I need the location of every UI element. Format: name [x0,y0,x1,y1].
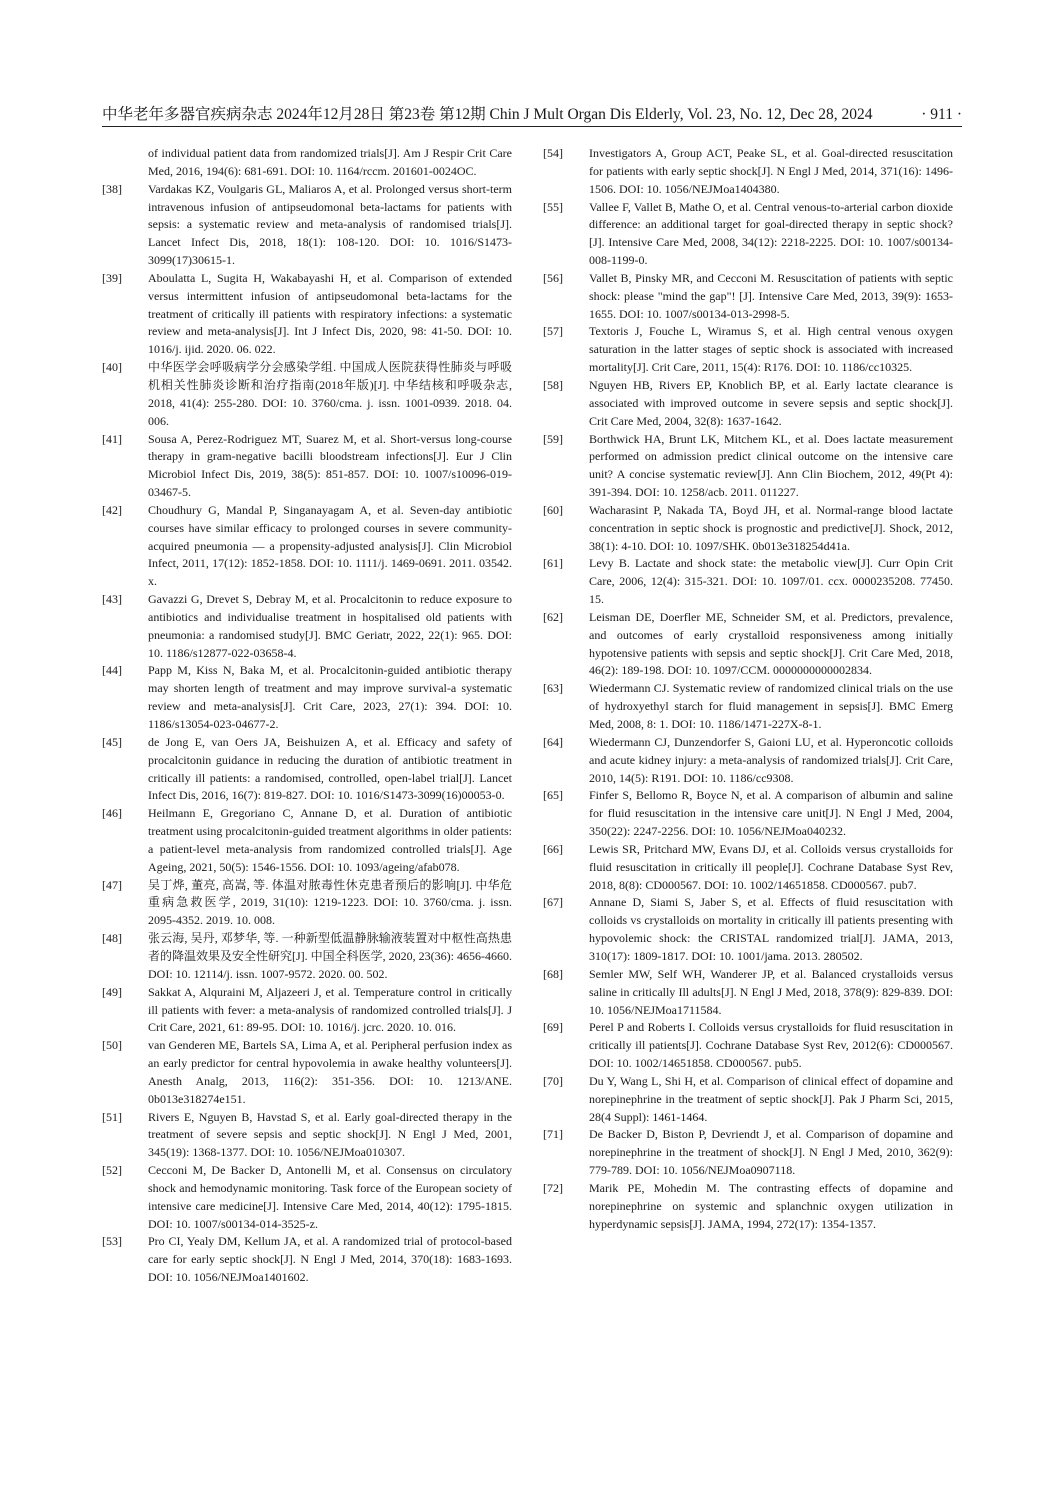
reference-number: [57] [543,324,563,339]
reference-number: [39] [102,270,122,285]
reference-text: Wiedermann CJ. Systematic review of randomized clinical trials on the use of hydroxyethyl starch for fluid management in sepsis[J]. BMC Emerg Med, 2008, 8: 1. DOI: 10. 1186/1471-227X-8-1. [589,681,953,731]
journal-header: 中华老年多器官疾病杂志 2024年12月28日 第23卷 第12期 Chin J Mult Organ Dis Elderly, Vol. 23, No. 12, Dec 28, 2024 [102,106,873,123]
reference-number: [43] [102,592,122,607]
reference-entry [543,787,953,841]
reference-entry [543,270,953,324]
reference-text: of individual patient data from randomized trials[J]. Am J Respir Crit Care Med, 2016, 194(6): 681-691. DOI: 10. 1164/rccm. 201601-0024OC. [148,146,512,178]
reference-text: Du Y, Wang L, Shi H, et al. Comparison of clinical effect of dopamine and norepinephrine in the treatment of septic shock[J]. Pak J Pharm Sci, 2015, 28(4 Suppl): 1461-1464. [589,1073,953,1124]
reference-entry [102,662,512,733]
reference-number: [42] [102,502,122,517]
reference-number: [51] [102,1109,122,1124]
reference-text: 吴丁烨, 董亮, 高嵩, 等. 体温对脓毒性休克患者预后的影响[J]. 中华危重病急救医学, 2019, 31(10): 1219-1223. DOI: 10. 3760/cma. j. issn. 2095-4352. 2019. 10. 008. [148,877,512,928]
reference-entry [102,181,512,270]
reference-text: Textoris J, Fouche L, Wiramus S, et al. High central venous oxygen saturation in the latter stages of septic shock is associated with increased mortality[J]. Crit Care, 2011, 15(4): R176. DOI: 10. 1186/cc10325. [589,324,953,375]
reference-entry [543,841,953,895]
reference-entry [543,431,953,502]
reference-entry [102,1233,512,1287]
reference-number: [40] [102,360,122,375]
reference-number: [67] [543,895,563,910]
header-rule [102,126,962,127]
reference-text: Vardakas KZ, Voulgaris GL, Maliaros A, et al. Prolonged versus short-term intravenous infusion of antipseudomonal beta-lactams for patients with sepsis: a systematic review and meta-analysis of randomised trials[J]. Lancet Infect Dis, 2018, 18(1): 108-120. DOI: 10. 1016/S1473-3099(17)30615-1. [148,181,512,268]
page-number: · 911 · [921,106,962,123]
reference-text: 张云海, 吴丹, 邓梦华, 等. 一种新型低温静脉输液装置对中枢性高热患者的降温效果及安全性研究[J]. 中国全科医学, 2020, 23(36): 4656-4660. DOI: 10. 12114/j. issn. 1007-9572. 2020. 00. 502. [148,931,512,981]
reference-text: Investigators A, Group ACT, Peake SL, et al. Goal-directed resuscitation for patients with early septic shock[J]. N Engl J Med, 2014, 371(16): 1496-1506. DOI: 10. 1056/NEJMoa1404380. [589,146,953,196]
reference-text: Aboulatta L, Sugita H, Wakabayashi H, et al. Comparison of extended versus intermittent infusion of antipseudomonal beta-lactams for the treatment of critically ill patients with respiratory infections: a systematic review and meta-analysis[J]. Int J Infect Dis, 2020, 98: 41-50. DOI: 10. 1016/j. ijid. 2020. 06. 022. [148,270,512,357]
reference-text: Sousa A, Perez-Rodriguez MT, Suarez M, et al. Short-versus long-course therapy in gram-negative bacilli bloodstream infections[J]. Eur J Clin Microbiol Infect Dis, 2019, 38(5): 851-857. DOI: 10. 1007/s10096-019-03467-5. [148,431,512,500]
reference-text: Heilmann E, Gregoriano C, Annane D, et al. Duration of antibiotic treatment using procalcitonin-guided treatment algorithms in older patients: a patient-level meta-analysis from randomized controlled trials[J]. Age Ageing, 2021, 50(5): 1546-1556. DOI: 10. 1093/ageing/afab078. [148,806,512,874]
reference-entry [102,145,512,181]
reference-entry [102,984,512,1038]
reference-number: [63] [543,681,563,696]
reference-number: [41] [102,431,122,446]
reference-text: van Genderen ME, Bartels SA, Lima A, et al. Peripheral perfusion index as an early predictor for central hypovolemia in awake healthy volunteers[J]. Anesth Analg, 2013, 116(2): 351-356. DOI: 10. 1213/ANE. 0b013e318274e151. [148,1038,512,1106]
reference-number: [52] [102,1163,122,1178]
reference-text: Vallee F, Vallet B, Mathe O, et al. Central venous-to-arterial carbon dioxide difference: an additional target for goal-directed therapy in septic shock? [J]. Intensive Care Med, 2008, 34(12): 2218-2225. DOI: 10. 1007/s00134-008-1199-0. [589,199,953,268]
reference-text: Choudhury G, Mandal P, Singanayagam A, et al. Seven-day antibiotic courses have similar efficacy to prolonged courses in severe community-acquired pneumonia — a propensity-adjusted analysis[J]. Clin Microbiol Infect, 2011, 17(12): 1852-1858. DOI: 10. 1111/j. 1469-0691. 2011. 03542. x. [148,502,512,589]
reference-number: [66] [543,841,563,856]
reference-number: [50] [102,1038,122,1053]
reference-entry [102,1109,512,1163]
reference-entry [102,1162,512,1233]
reference-number: [55] [543,199,563,214]
reference-number: [71] [543,1127,563,1142]
reference-entry [543,323,953,377]
reference-text: Wiedermann CJ, Dunzendorfer S, Gaioni LU, et al. Hyperoncotic colloids and acute kidney injury: a meta-analysis of randomized trials[J]. Crit Care, 2010, 14(5): R191. DOI: 10. 1186/cc9308. [589,734,953,785]
reference-text: Borthwick HA, Brunt LK, Mitchem KL, et al. Does lactate measurement performed on admission predict clinical outcome on the intensive care unit? A concise systematic review[J]. Ann Clin Biochem, 2012, 49(Pt 4): 391-394. DOI: 10. 1258/acb. 2011. 011227. [589,431,953,500]
reference-entry [102,502,512,591]
reference-text: Rivers E, Nguyen B, Havstad S, et al. Early goal-directed therapy in the treatment of severe sepsis and septic shock[J]. N Engl J Med, 2001, 345(19): 1368-1377. DOI: 10. 1056/NEJMoa010307. [148,1109,512,1160]
reference-number: [64] [543,734,563,749]
reference-entry [543,377,953,431]
reference-number: [59] [543,431,563,446]
reference-number: [54] [543,146,563,160]
reference-entry [543,145,953,199]
reference-number: [69] [543,1020,563,1035]
reference-text: Annane D, Siami S, Jaber S, et al. Effects of fluid resuscitation with colloids vs crystalloids on mortality in critically ill patients presenting with hypovolemic shock: the CRISTAL randomized trial[J]. JAMA, 2013, 310(17): 1809-1817. DOI: 10. 1001/jama. 2013. 280502. [589,895,953,963]
reference-entry [102,805,512,876]
reference-text: Pro CI, Yealy DM, Kellum JA, et al. A randomized trial of protocol-based care for early septic shock[J]. N Engl J Med, 2014, 370(18): 1683-1693. DOI: 10. 1056/NEJMoa1401602. [148,1234,512,1285]
reference-number: [38] [102,181,122,196]
reference-text: Cecconi M, De Backer D, Antonelli M, et al. Consensus on circulatory shock and hemodynamic monitoring. Task force of the European society of intensive care medicine[J]. Intensive Care Med, 2014, 40(12): 1795-1815. DOI: 10. 1007/s00134-014-3525-z. [148,1163,512,1231]
reference-number: [65] [543,788,563,803]
reference-entry [543,680,953,734]
reference-number: [47] [102,877,122,892]
reference-number: [44] [102,663,122,678]
reference-entry [543,609,953,680]
reference-text: Lewis SR, Pritchard MW, Evans DJ, et al. Colloids versus crystalloids for fluid resuscitation in critically ill people[J]. Cochrane Database Syst Rev, 2018, 8(8): CD000567. DOI: 10. 1002/14651858. CD000567. pub7. [589,841,953,892]
reference-number: [49] [102,984,122,999]
left-column [102,145,512,1287]
reference-number: [58] [543,377,563,392]
reference-number: [70] [543,1073,563,1088]
reference-text: Leisman DE, Doerfler ME, Schneider SM, et al. Predictors, prevalence, and outcomes of early crystalloid responsiveness among initially hypotensive patients with sepsis and septic shock[J]. Crit Care Med, 2018, 46(2): 189-198. DOI: 10. 1097/CCM. 0000000000002834. [589,609,953,678]
reference-number: [48] [102,931,122,946]
reference-number: [61] [543,556,563,571]
reference-number: [68] [543,966,563,981]
reference-text: Levy B. Lactate and shock state: the metabolic view[J]. Curr Opin Crit Care, 2006, 12(4): 315-321. DOI: 10. 1097/01. ccx. 0000235208. 77450. 15. [589,556,953,607]
reference-entry [102,930,512,984]
reference-number: [60] [543,502,563,517]
reference-entry [102,270,512,359]
reference-entry [543,555,953,609]
reference-number: [56] [543,270,563,285]
reference-number: [46] [102,806,122,821]
reference-text: Perel P and Roberts I. Colloids versus crystalloids for fluid resuscitation in critically ill patients[J]. Cochrane Database Syst Rev, 2012(6): CD000567. DOI: 10. 1002/14651858. CD000567. pub5. [589,1020,953,1071]
reference-entry [543,502,953,556]
reference-entry [543,966,953,1020]
reference-text: Nguyen HB, Rivers EP, Knoblich BP, et al. Early lactate clearance is associated with improved outcome in severe sepsis and septic shock[J]. Crit Care Med, 2004, 32(8): 1637-1642. [589,377,953,428]
reference-text: Gavazzi G, Drevet S, Debray M, et al. Procalcitonin to reduce exposure to antibiotics and individualise treatment in hospitalised old patients with pneumonia: a randomised study[J]. BMC Geriatr, 2022, 22(1): 965. DOI: 10. 1186/s12877-022-03658-4. [148,592,512,660]
reference-entry [102,359,512,430]
reference-text: Marik PE, Mohedin M. The contrasting effects of dopamine and norepinephrine on systemic and splanchnic oxygen utilization in hyperdynamic sepsis[J]. JAMA, 1994, 272(17): 1354-1357. [589,1180,953,1231]
running-header [102,96,962,124]
reference-entry [543,199,953,270]
reference-number: [62] [543,609,563,624]
reference-entry [543,1126,953,1180]
reference-text: 中华医学会呼吸病学分会感染学组. 中国成人医院获得性肺炎与呼吸机相关性肺炎诊断和治疗指南(2018年版)[J]. 中华结核和呼吸杂志, 2018, 41(4): 255-280. DOI: 10. 3760/cma. j. issn. 1001-0939. 2018. 04. 006. [148,360,512,428]
reference-text: Vallet B, Pinsky MR, and Cecconi M. Resuscitation of patients with septic shock: please "mind the gap"! [J]. Intensive Care Med, 2013, 39(9): 1653-1655. DOI: 10. 1007/s00134-013-2998-5. [589,270,953,321]
reference-text: De Backer D, Biston P, Devriendt J, et al. Comparison of dopamine and norepinephrine in the treatment of shock[J]. N Engl J Med, 2010, 362(9): 779-789. DOI: 10. 1056/NEJMoa0907118. [589,1127,953,1178]
reference-number: [53] [102,1234,122,1249]
reference-text: Semler MW, Self WH, Wanderer JP, et al. Balanced crystalloids versus saline in critically Ill adults[J]. N Engl J Med, 2018, 378(9): 829-839. DOI: 10. 1056/NEJMoa1711584. [589,966,953,1017]
reference-entry [102,877,512,931]
reference-text: Papp M, Kiss N, Baka M, et al. Procalcitonin-guided antibiotic therapy may shorten length of treatment and may improve survival-a systematic review and meta-analysis[J]. Crit Care, 2023, 27(1): 394. DOI: 10. 1186/s13054-023-04677-2. [148,663,512,731]
reference-entry [543,1019,953,1073]
reference-number: [72] [543,1180,563,1195]
reference-entry [102,591,512,662]
reference-entry [102,431,512,502]
reference-entry [543,734,953,788]
reference-text: Wacharasint P, Nakada TA, Boyd JH, et al. Normal-range blood lactate concentration in septic shock is prognostic and predictive[J]. Shock, 2012, 38(1): 4-10. DOI: 10. 1097/SHK. 0b013e318254d41a. [589,502,953,553]
right-column [543,145,953,1233]
reference-text: de Jong E, van Oers JA, Beishuizen A, et al. Efficacy and safety of procalcitonin guidance in reducing the duration of antibiotic treatment in critically ill patients: a randomised, controlled, open-label trial[J]. Lancet Infect Dis, 2016, 16(7): 819-827. DOI: 10. 1016/S1473-3099(16)00053-0. [148,734,512,803]
reference-entry [543,1180,953,1234]
reference-text: Sakkat A, Alquraini M, Aljazeeri J, et al. Temperature control in critically ill patients with fever: a meta-analysis of randomized controlled trials[J]. J Crit Care, 2021, 61: 89-95. DOI: 10. 1016/j. jcrc. 2020. 10. 016. [148,984,512,1035]
reference-entry [102,1037,512,1108]
reference-text: Finfer S, Bellomo R, Boyce N, et al. A comparison of albumin and saline for fluid resuscitation in the intensive care unit[J]. N Engl J Med, 2004, 350(22): 2247-2256. DOI: 10. 1056/NEJMoa040232. [589,788,953,839]
reference-entry [543,894,953,965]
reference-number: [45] [102,734,122,749]
reference-entry [543,1073,953,1127]
reference-entry [102,734,512,805]
